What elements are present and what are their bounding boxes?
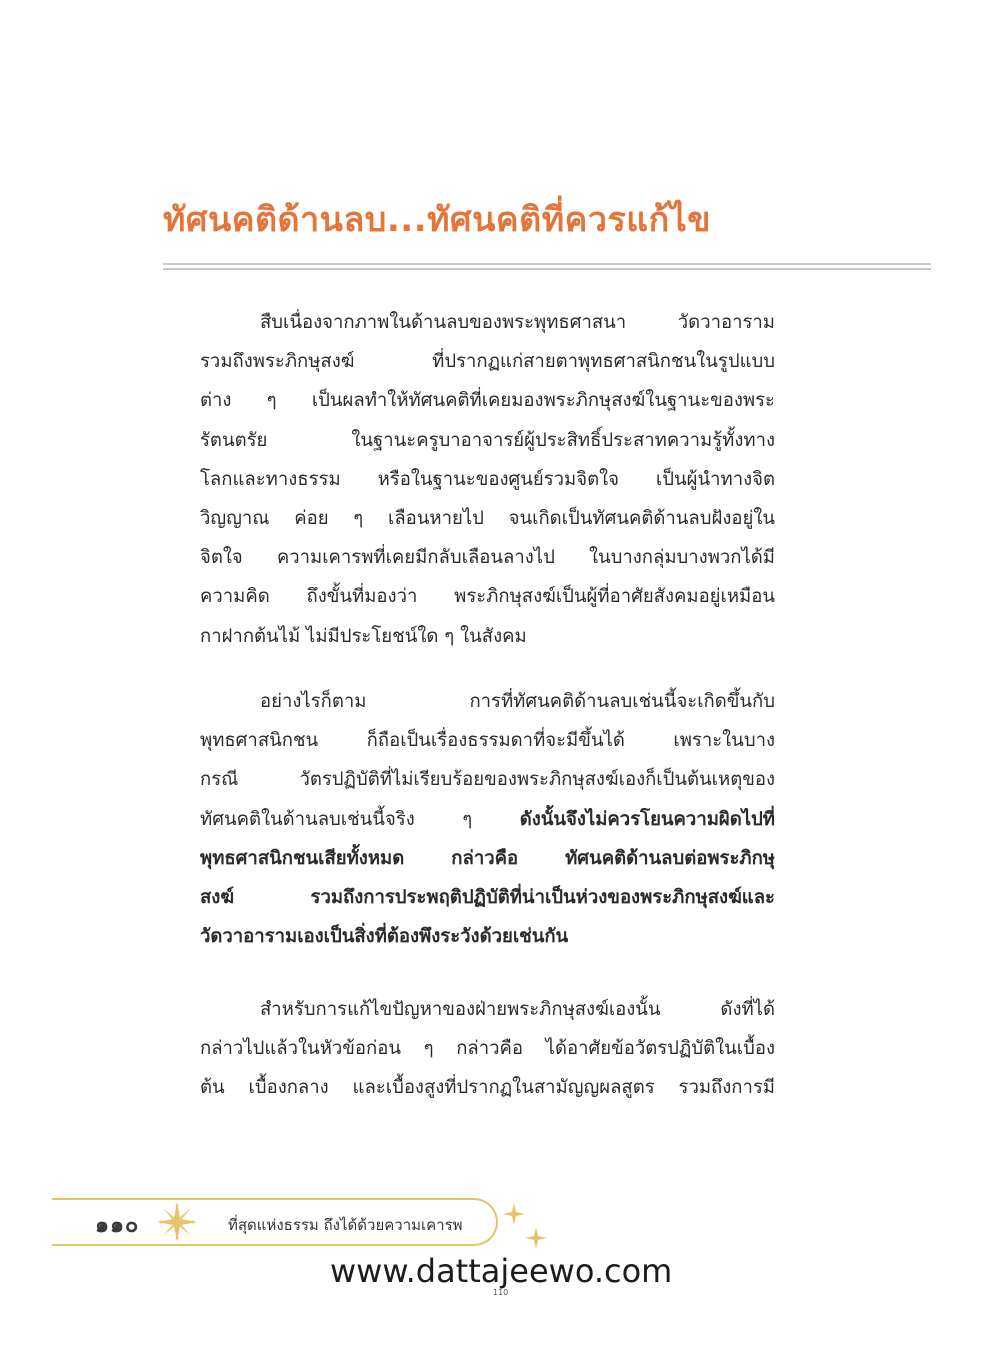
normal-text: ทัศนคติในด้านลบเช่นนี้จริง ๆ <box>200 808 520 830</box>
paragraph-line: ต่าง ๆ เป็นผลทำให้ทัศนคติที่เคยมองพระภิกษุสงฆ์ในฐานะของพระ <box>200 390 775 412</box>
paragraph-line: กาฝากต้นไม้ ไม่มีประโยชน์ใด ๆ ในสังคม <box>200 625 527 647</box>
paragraph-bold-line: วัดวาอารามเองเป็นสิ่งที่ต้องพึงระวังด้วยเช่นกัน <box>200 926 569 948</box>
paragraph-2 <box>200 682 775 956</box>
paragraph-line: โลกและทางธรรม หรือในฐานะของศูนย์รวมจิตใจ เป็นผู้นำทางจิต <box>200 468 775 490</box>
paragraph-line: วิญญาณ ค่อย ๆ เลือนหายไป จนเกิดเป็นทัศนคติด้านลบฝังอยู่ใน <box>200 508 775 530</box>
website-url: www.dattajeewo.com <box>330 1252 673 1290</box>
heading-double-rule <box>163 263 931 270</box>
sparkle-icon <box>503 1203 525 1225</box>
paragraph-line: รัตนตรัย ในฐานะครูบาอาจารย์ผู้ประสิทธิ์ประสาทความรู้ทั้งทาง <box>200 429 775 451</box>
small-page-number: 110 <box>493 1288 509 1297</box>
paragraph-mixed-line <box>200 800 775 839</box>
paragraph-line: อย่างไรก็ตาม การที่ทัศนคติด้านลบเช่นนี้จะเกิดขึ้นกับ <box>260 691 775 712</box>
paragraph-bold-line: สงฆ์ รวมถึงการประพฤติปฏิบัติที่น่าเป็นห่วงของพระภิกษุสงฆ์และ <box>200 887 775 909</box>
paragraph-line: กล่าวไปแล้วในหัวข้อก่อน ๆ กล่าวคือ ได้อาศัยข้อวัตรปฏิบัติในเบื้อง <box>200 1038 775 1060</box>
paragraph-line: ความคิด ถึงขั้นที่มองว่า พระภิกษุสงฆ์เป็นผู้ที่อาศัยสังคมอยู่เหมือน <box>200 586 775 608</box>
paragraph-line: สำหรับการแก้ไขปัญหาของฝ่ายพระภิกษุสงฆ์เองนั้น ดังที่ได้ <box>260 999 775 1020</box>
paragraph-line: ต้น เบื้องกลาง และเบื้องสูงที่ปรากฏในสามัญญผลสูตร รวมถึงการมี <box>200 1077 775 1099</box>
sparkle-icon <box>525 1227 547 1249</box>
paragraph-line: รวมถึงพระภิกษุสงฆ์ ที่ปรากฏแก่สายตาพุทธศาสนิกชนในรูปแบบ <box>200 351 775 373</box>
paragraph-bold-line: พุทธศาสนิกชนเสียทั้งหมด กล่าวคือ ทัศนคติด้านลบต่อพระภิกษุ <box>200 847 775 869</box>
running-title: ที่สุดแห่งธรรม ถึงได้ด้วยความเคารพ <box>228 1216 463 1234</box>
paragraph-line: กรณี วัตรปฏิบัติที่ไม่เรียบร้อยของพระภิกษุสงฆ์เองก็เป็นต้นเหตุของ <box>200 769 775 791</box>
paragraph-line: พุทธศาสนิกชน ก็ถือเป็นเรื่องธรรมดาที่จะมีขึ้นได้ เพราะในบาง <box>200 730 775 752</box>
paragraph-3 <box>200 990 775 1108</box>
paragraph-line: จิตใจ ความเคารพที่เคยมีกลับเลือนลางไป ในบางกลุ่มบางพวกได้มี <box>200 547 775 569</box>
bold-text: ดังนั้นจึงไม่ควรโยนความผิดไปที่ <box>519 808 775 830</box>
flower-ornament-icon <box>155 1200 199 1244</box>
paragraph-line: สืบเนื่องจากภาพในด้านลบของพระพุทธศาสนา วัดวาอาราม <box>260 312 775 333</box>
paragraph-1 <box>200 303 775 656</box>
page-heading: ทัศนคติด้านลบ...ทัศนคติที่ควรแก้ไข <box>163 200 712 240</box>
page-number: ๑๑๐ <box>95 1213 140 1238</box>
